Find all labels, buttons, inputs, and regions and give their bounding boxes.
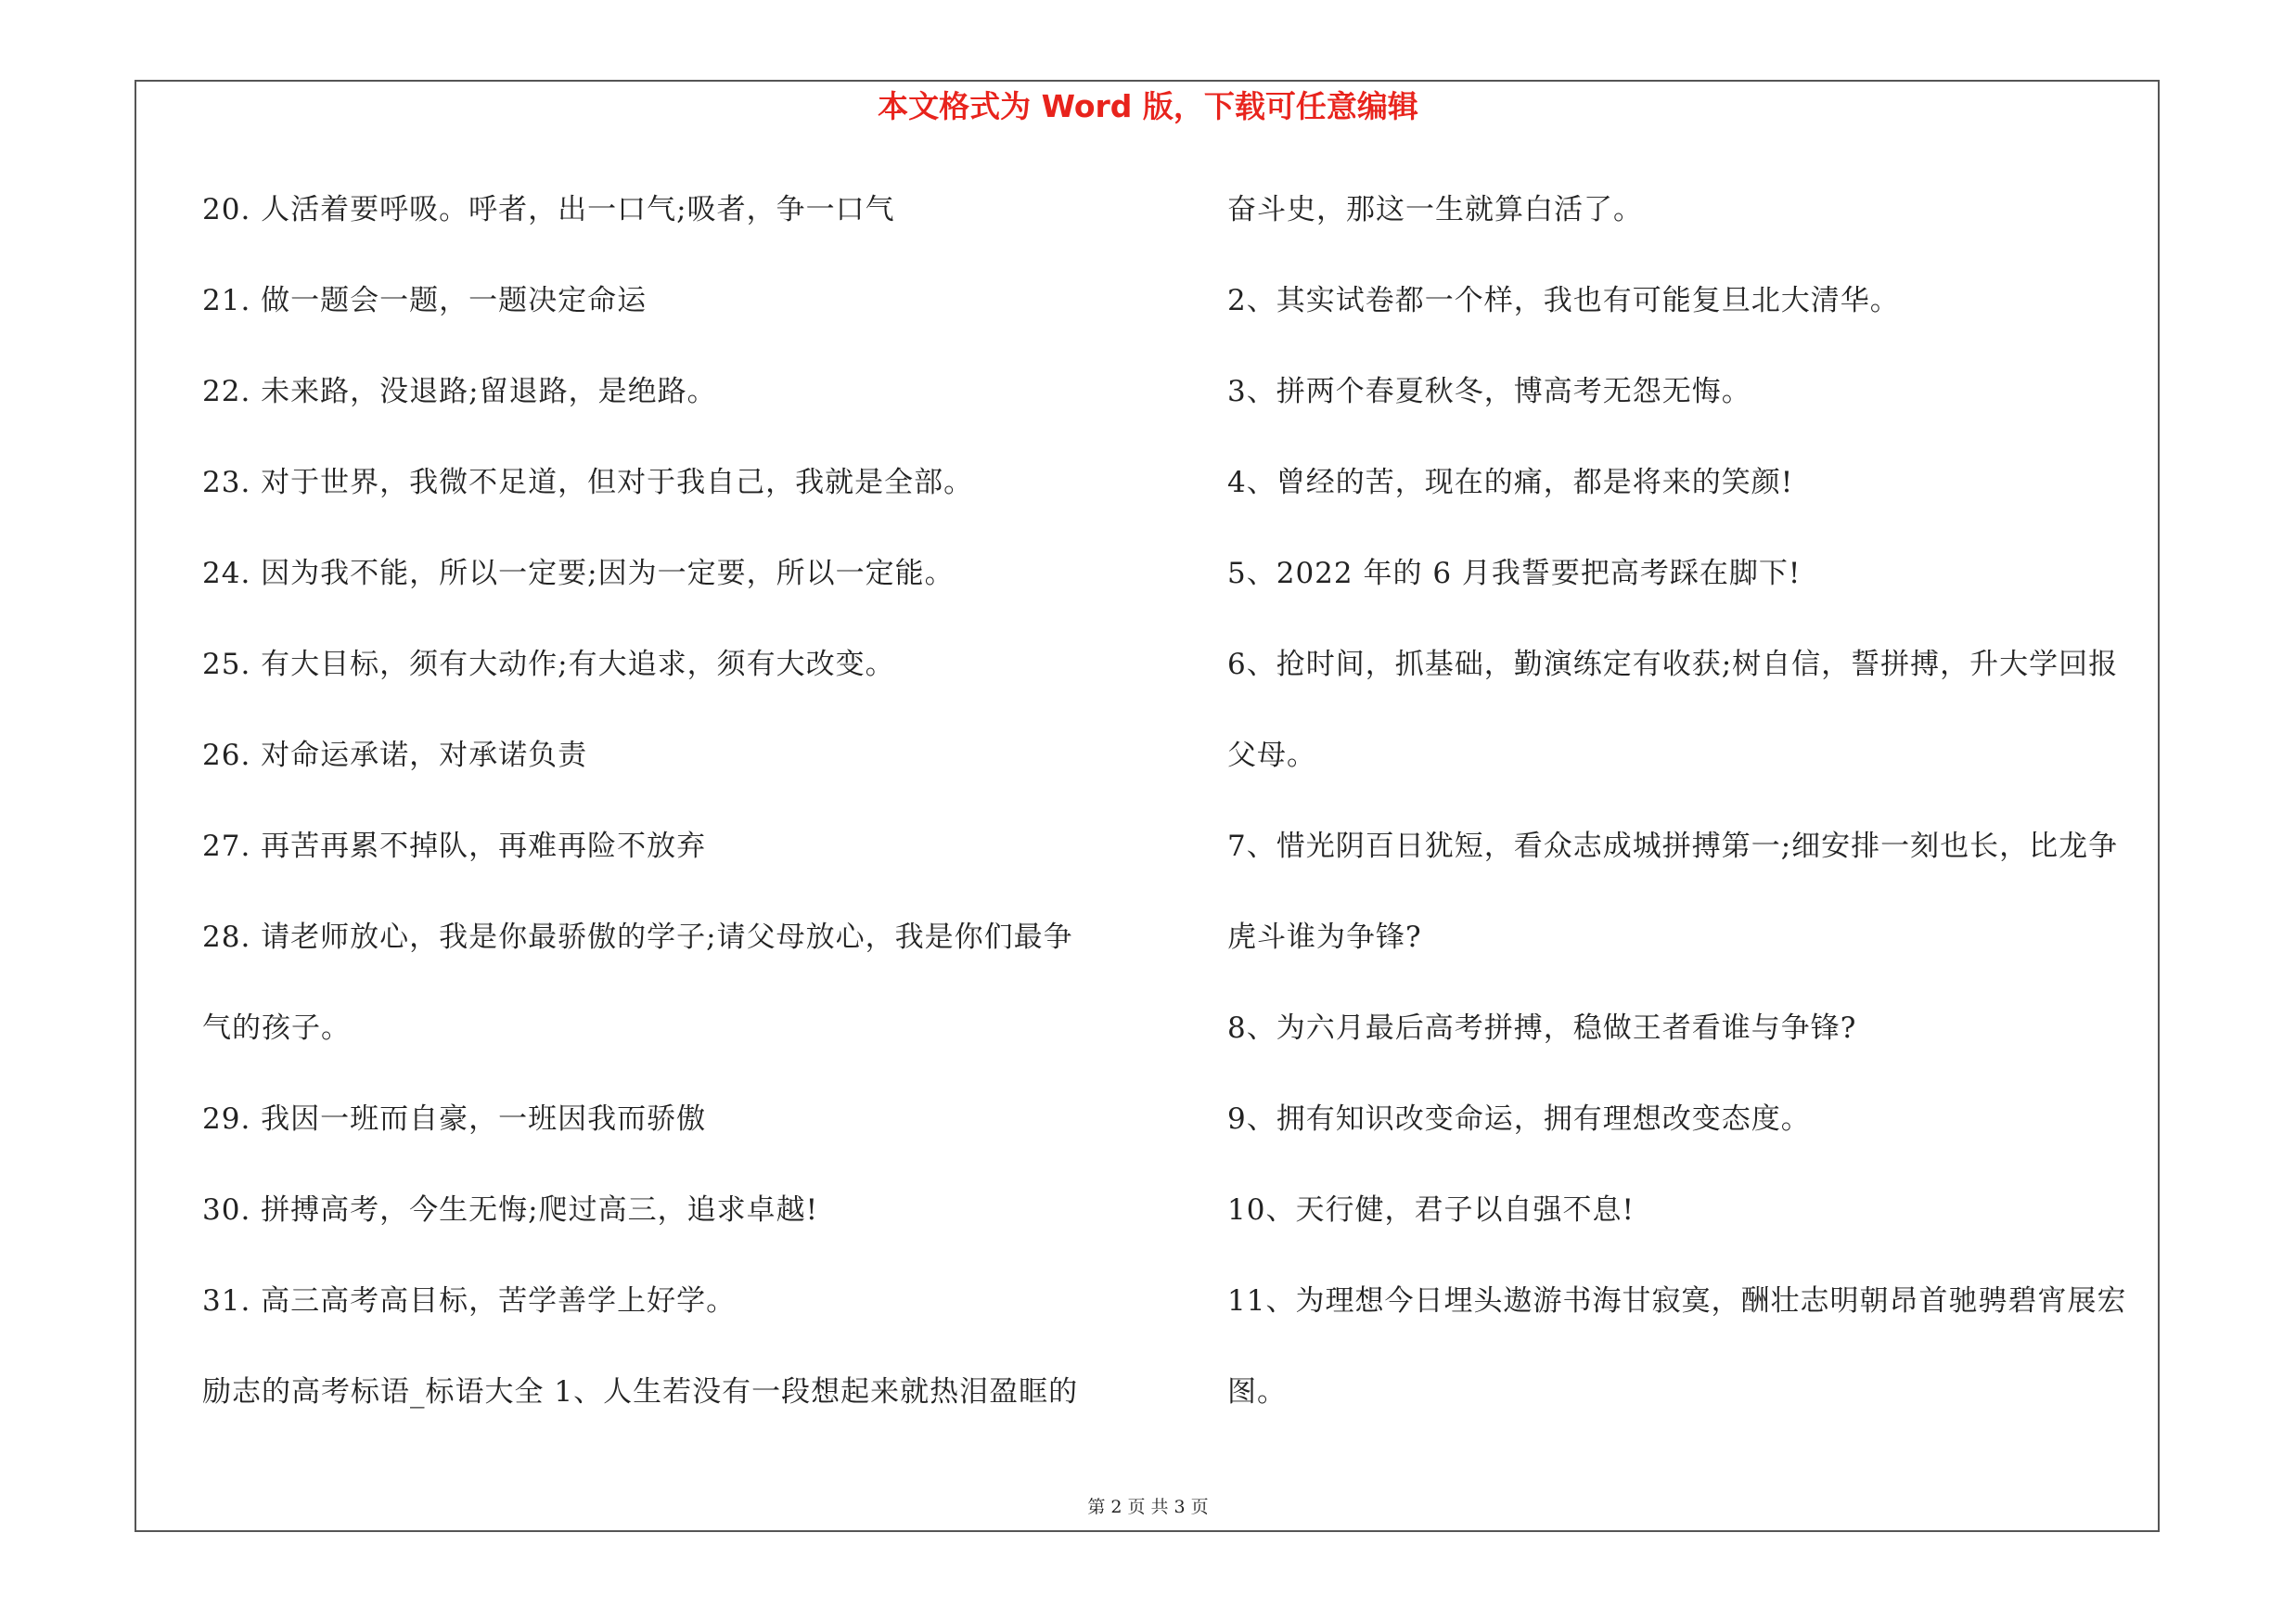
text-line: 25. 有大目标，须有大动作;有大追求，须有大改变。 [202,648,895,681]
text-line: 28. 请老师放心，我是你最骄傲的学子;请父母放心，我是你们最争 [202,921,1073,954]
text-line: 8、为六月最后高考拼搏，稳做王者看谁与争锋? [1227,1011,1857,1045]
format-banner: 本文格式为 Word 版，下载可任意编辑 [878,88,1418,124]
right-column [1227,182,2169,1455]
text-line: 10、天行健，君子以自强不息! [1227,1193,1635,1227]
text-line: 3、拼两个春夏秋冬，博高考无怨无悔。 [1227,375,1751,408]
text-line: 气的孩子。 [202,1011,351,1045]
text-line: 励志的高考标语_标语大全 1、人生若没有一段想起来就热泪盈眶的 [202,1375,1079,1409]
text-line: 5、2022 年的 6 月我誓要把高考踩在脚下! [1227,557,1802,590]
text-line: 奋斗史，那这一生就算白活了。 [1227,193,1643,226]
text-line: 26. 对命运承诺，对承诺负责 [202,739,588,772]
text-line: 9、拥有知识改变命运，拥有理想改变态度。 [1227,1102,1811,1136]
left-column [202,182,1144,1455]
text-line: 父母。 [1227,739,1316,772]
text-line: 4、曾经的苦，现在的痛，都是将来的笑颜! [1227,466,1794,499]
text-line: 27. 再苦再累不掉队，再难再险不放弃 [202,830,707,863]
text-line: 2、其实试卷都一个样，我也有可能复旦北大清华。 [1227,284,1900,317]
text-line: 24. 因为我不能，所以一定要;因为一定要，所以一定能。 [202,557,955,590]
text-line: 31. 高三高考高目标，苦学善学上好学。 [202,1284,737,1318]
text-line: 11、为理想今日埋头遨游书海甘寂寞，酬壮志明朝昂首驰骋碧宵展宏 [1227,1284,2127,1318]
text-line: 图。 [1227,1375,1287,1409]
text-line: 30. 拼搏高考，今生无悔;爬过高三，追求卓越! [202,1193,819,1227]
text-line: 20. 人活着要呼吸。呼者，出一口气;吸者，争一口气 [202,193,895,226]
text-line: 29. 我因一班而自豪，一班因我而骄傲 [202,1102,707,1136]
page-number: 第 2 页 共 3 页 [1087,1497,1209,1517]
text-line: 21. 做一题会一题，一题决定命运 [202,284,648,317]
text-line: 23. 对于世界，我微不足道，但对于我自己，我就是全部。 [202,466,974,499]
text-line: 7、惜光阴百日犹短，看众志成城拼搏第一;细安排一刻也长，比龙争 [1227,830,2119,863]
text-line: 6、抢时间，抓基础，勤演练定有收获;树自信，誓拼搏，升大学回报 [1227,648,2119,681]
text-line: 虎斗谁为争锋? [1227,921,1422,954]
text-line: 22. 未来路，没退路;留退路，是绝路。 [202,375,717,408]
